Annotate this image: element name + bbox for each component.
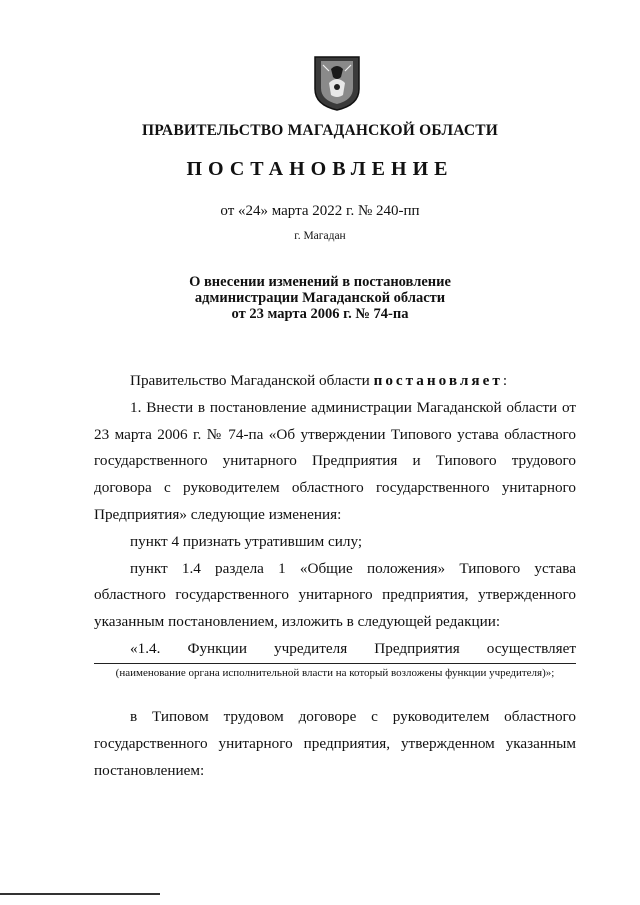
coat-of-arms-icon	[313, 55, 361, 111]
document-date-number: от «24» марта 2022 г. № 240-пп	[220, 203, 420, 219]
document-body	[94, 368, 576, 663]
bottom-rule	[0, 893, 160, 895]
coat-of-arms-shape	[313, 55, 361, 111]
document-type: ПОСТАНОВЛЕНИЕ	[186, 158, 454, 180]
item-1-paragraph: 1. Внести в постановление администрации Магаданской области от 23 марта 2006 г. № 74-па «Об утверждении Типового устава областного государственного унитарного Предприятия и Типового трудового договора с руководителем областного государственного унитарного Предприятия» следующие изменения:	[94, 398, 576, 523]
intro-paragraph	[94, 368, 576, 395]
document-subject	[0, 274, 640, 322]
document-city: г. Магадан	[294, 230, 346, 242]
subject-line-1: О внесении изменений в постановление	[189, 274, 451, 290]
item-1c-paragraph: в Типовом трудовом договоре с руководителем областного государственного унитарного предприятия, утвержденном указанным постановлением:	[94, 708, 576, 779]
quote-paragraph: «1.4. Функции учредителя Предприятия осуществляет	[130, 639, 576, 657]
government-name: ПРАВИТЕЛЬСТВО МАГАДАНСКОЙ ОБЛАСТИ	[141, 122, 499, 139]
subject-line-2: администрации Магаданской области	[194, 290, 446, 306]
fill-in-line	[94, 663, 576, 664]
item-1a-paragraph: пункт 4 признать утратившим силу;	[130, 532, 363, 550]
document-body-continued	[94, 704, 576, 784]
intro-end: :	[502, 372, 508, 389]
fill-in-footnote: (наименование органа исполнительной власти на который возложены функции учредителя)»;	[115, 667, 555, 679]
subject-line-3: от 23 марта 2006 г. № 74-па	[231, 306, 409, 322]
item-1b-paragraph: пункт 1.4 раздела 1 «Общие положения» Типового устава областного государственного унитарного предприятия, утвержденного указанным постановлением, изложить в следующей редакции:	[94, 559, 576, 631]
intro-lead: Правительство Магаданской области	[130, 372, 374, 389]
intro-action: постановляет	[373, 372, 503, 389]
